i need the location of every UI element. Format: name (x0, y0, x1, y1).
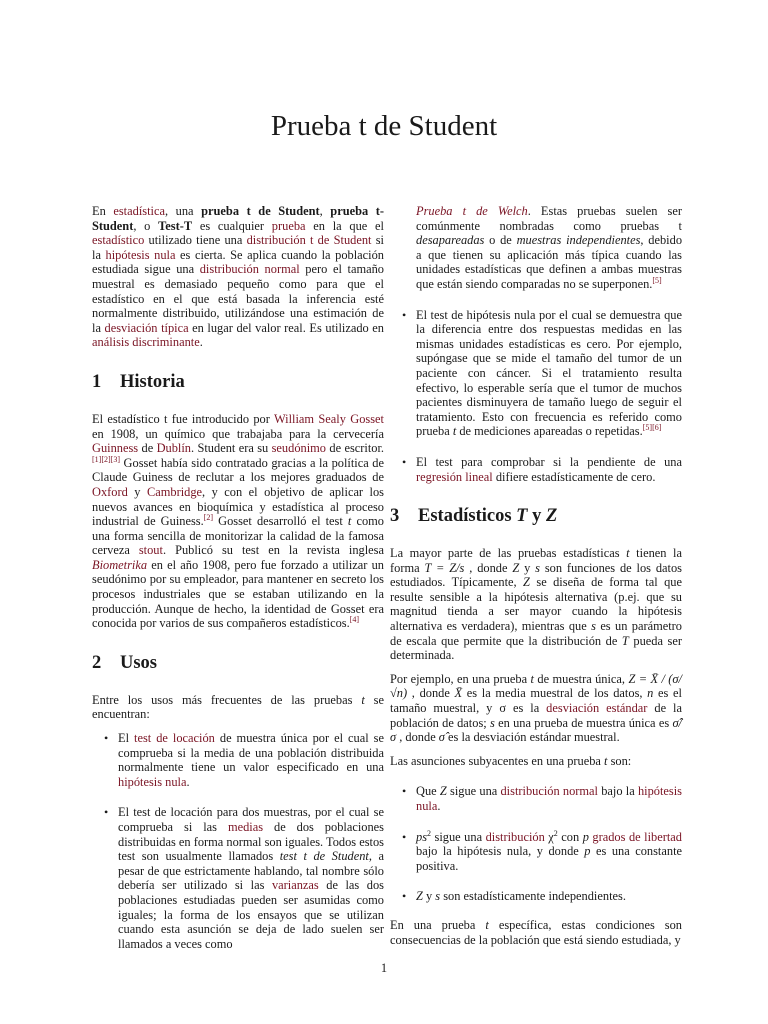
list-item: • El test de locación de muestra única por el cual se comprueba si la media de una población distribuida normalmente tiene un valor especificado en una hipótesis nula. (92, 731, 384, 789)
estadisticos-paragraph-4: En una prueba t específica, estas condiciones son consecuencias de la población que está siendo estudiada, y (390, 917, 682, 947)
usos-list-continued (390, 308, 682, 485)
list-item: • El test de hipótesis nula por el cual se demuestra que la diferencia entre dos respuestas medidas en las mismas unidades estadísticas es cero. Por ejemplo, supóngase que se mide el tamaño del tumor de un paciente con cáncer. Si el tratamiento resulta efectivo, lo esperable sería que el tumor de muchos pacientes disminuyera de tamaño luego de seguir el tratamiento. Esto con frecuencia es referido como prueba t de mediciones apareadas o repetidas.[5][6] (390, 308, 682, 439)
citation-link[interactable]: [4] (349, 615, 360, 625)
link-distribucion-chi[interactable]: distribución (485, 829, 545, 844)
citation-link[interactable]: [5][6] (642, 423, 662, 433)
link-cambridge[interactable]: Cambridge (146, 484, 203, 499)
usos-list (92, 731, 384, 951)
estadisticos-paragraph-3: Las asunciones subyacentes en una prueba t son: (390, 753, 632, 768)
link-biometrika[interactable]: Biometrika (92, 557, 148, 572)
link-regresion-lineal[interactable]: regresión lineal (416, 469, 493, 484)
list-item: • Z y s son estadísticamente independientes. (390, 889, 682, 904)
link-test-locacion[interactable]: test de locación (134, 731, 215, 746)
list-item: • El test de locación para dos muestras, por el cual se comprueba si las medias de dos poblaciones distribuidas en forma normal son iguales. Todos estos test son usualmente llamados test t de Student, a pesar de que estrictamente hablando, tal nombre sólo debería ser utilizado si las varianzas de las dos poblaciones estudiadas pueden ser asumidas como iguales; la forma de los ensayos que se utilizan cuando esta asunción se deja de lado suelen ser llamados a veces como (92, 805, 384, 951)
link-desviacion-estandar[interactable]: desviación estándar (546, 701, 648, 716)
link-estadistica[interactable]: estadística (113, 204, 165, 218)
right-column (390, 204, 682, 956)
page-title: Prueba t de Student (270, 110, 498, 142)
link-varianzas[interactable]: varianzas (271, 878, 319, 893)
formula-t: T = Z/s (424, 560, 465, 575)
link-hipotesis-nula[interactable]: hipótesis nula (105, 247, 176, 262)
link-distribucion-t[interactable]: distribución t de Student (246, 233, 372, 248)
list-item: • El test para comprobar si la pendiente de una regresión lineal difiere estadísticamente de cero. (390, 455, 682, 484)
link-medias[interactable]: medias (227, 820, 264, 834)
asunciones-list (390, 784, 682, 904)
link-desviacion-tipica[interactable]: desviación típica (104, 320, 189, 335)
link-distribucion-normal[interactable]: distribución normal (500, 784, 598, 799)
link-hipotesis-nula[interactable]: hipótesis nula (118, 774, 187, 789)
link-estadistico[interactable]: estadístico (92, 233, 145, 248)
citation-link[interactable]: [5] (652, 275, 662, 285)
link-prueba-welch[interactable]: Prueba t de Welch (416, 204, 528, 218)
link-oxford[interactable]: Oxford (92, 484, 128, 499)
link-grados-libertad[interactable]: grados de libertad (592, 829, 682, 844)
left-column (92, 204, 384, 965)
link-dublin[interactable]: Dublín (156, 441, 191, 456)
section-heading-historia: 1 Historia (92, 371, 185, 392)
link-stout[interactable]: stout (138, 543, 163, 558)
link-guinness[interactable]: Guinness (92, 441, 139, 456)
citation-link[interactable]: [1][2][3] (92, 454, 120, 464)
usos-paragraph: Entre los usos más frecuentes de las pruebas t se encuentran: (92, 692, 384, 722)
link-gosset[interactable]: William Sealy Gosset (273, 411, 384, 426)
list-item: • $ps^2$ sigue una distribución $\chi^2$ con p grados de libertad bajo la hipótesis nula, y donde p es una constante positiva. (390, 830, 682, 874)
list-item-continuation: Prueba t de Welch. Estas pruebas suelen ser comúnmente nombradas como pruebas t desapareadas o de muestras independientes, debido a que tienen su aplicación más típica cuando las unidades estadísticas que definen a ambas muestras que están siendo comparadas no se superponen.[5] (416, 204, 683, 291)
link-hipotesis-nula[interactable]: hipótesis nula (416, 784, 682, 813)
page-number: 1 (380, 961, 388, 975)
estadisticos-paragraph-1: La mayor parte de las pruebas estadísticas t tienen la forma T = Z/s , donde Z y s son funciones de los datos estudiados. Típicamente, Z se diseña de forma tal que resulte sensible a la hipótesis alternativa (p.ej. que su magnitud tienda a ser mayor cuando la hipótesis alternativa es verdadera), mientras que s es un parámetro de escala que permite que la distribución de T pueda ser determinada. (390, 546, 683, 663)
estadisticos-paragraph-2: Por ejemplo, en una prueba t de muestra única, Z = X̄ / (σ/√n) , donde X̄ es la media muestral de los datos, n es el tamaño muestral, y σ es la desviación estándar de la población de datos; s en una prueba de muestra única es σ̂/σ , donde σ̂ es la desviación estándar muestral. (390, 671, 682, 745)
section-heading-estadisticos: 3 Estadísticos T y Z (390, 506, 558, 527)
citation-link[interactable]: [2] (203, 512, 214, 522)
link-prueba[interactable]: prueba (271, 218, 306, 233)
formula-z: Z = X̄ / (σ/√n) (390, 671, 682, 701)
historia-paragraph: El estadístico t fue introducido por William Sealy Gosset en 1908, un químico que trabajaba para la cervecería Guinness de Dublín. Student era su seudónimo de escritor.[1][2][3] Gosset había sido contratado gracias a la política de Claude Guiness de reclutar a los mejores graduados de Oxford y Cambridge, y con el objetivo de aplicar los nuevos avances en bioquímica y estadística al proceso industrial de Guiness.[2] Gosset desarrolló el test t como una forma sencilla de monitorizar la calidad de la famosa cerveza stout. Publicó su test en la revista inglesa Biometrika en el año 1908, pero fue forzado a utilizar un seudónimo por su empleador, para mantener en secreto los procesos industriales que se estaban utilizando en la producción. Aunque de hecho, la identidad de Gosset era conocida por varios de sus compañeros estadísticos.[4] (92, 411, 385, 631)
list-item: • Que Z sigue una distribución normal bajo la hipótesis nula. (390, 784, 682, 813)
link-seudonimo[interactable]: seudónimo (271, 441, 326, 456)
link-distribucion-normal[interactable]: distribución normal (199, 262, 300, 277)
intro-paragraph: En estadística, una prueba t de Student, prueba t-Student, o Test-T es cualquier prueba en la que el estadístico utilizado tiene una distribución t de Student si la hipótesis nula es cierta. Se aplica cuando la población estudiada sigue una distribución normal pero el tamaño muestral es demasiado pequeño como para que el estadístico en el que está basada la inferencia esté normalmente distribuido, utilizándose una estimación de la desviación típica en lugar del valor real. Es utilizado en análisis discriminante. (92, 204, 385, 350)
link-analisis-discriminante[interactable]: análisis discriminante (92, 335, 200, 350)
section-heading-usos: 2 Usos (92, 652, 158, 673)
